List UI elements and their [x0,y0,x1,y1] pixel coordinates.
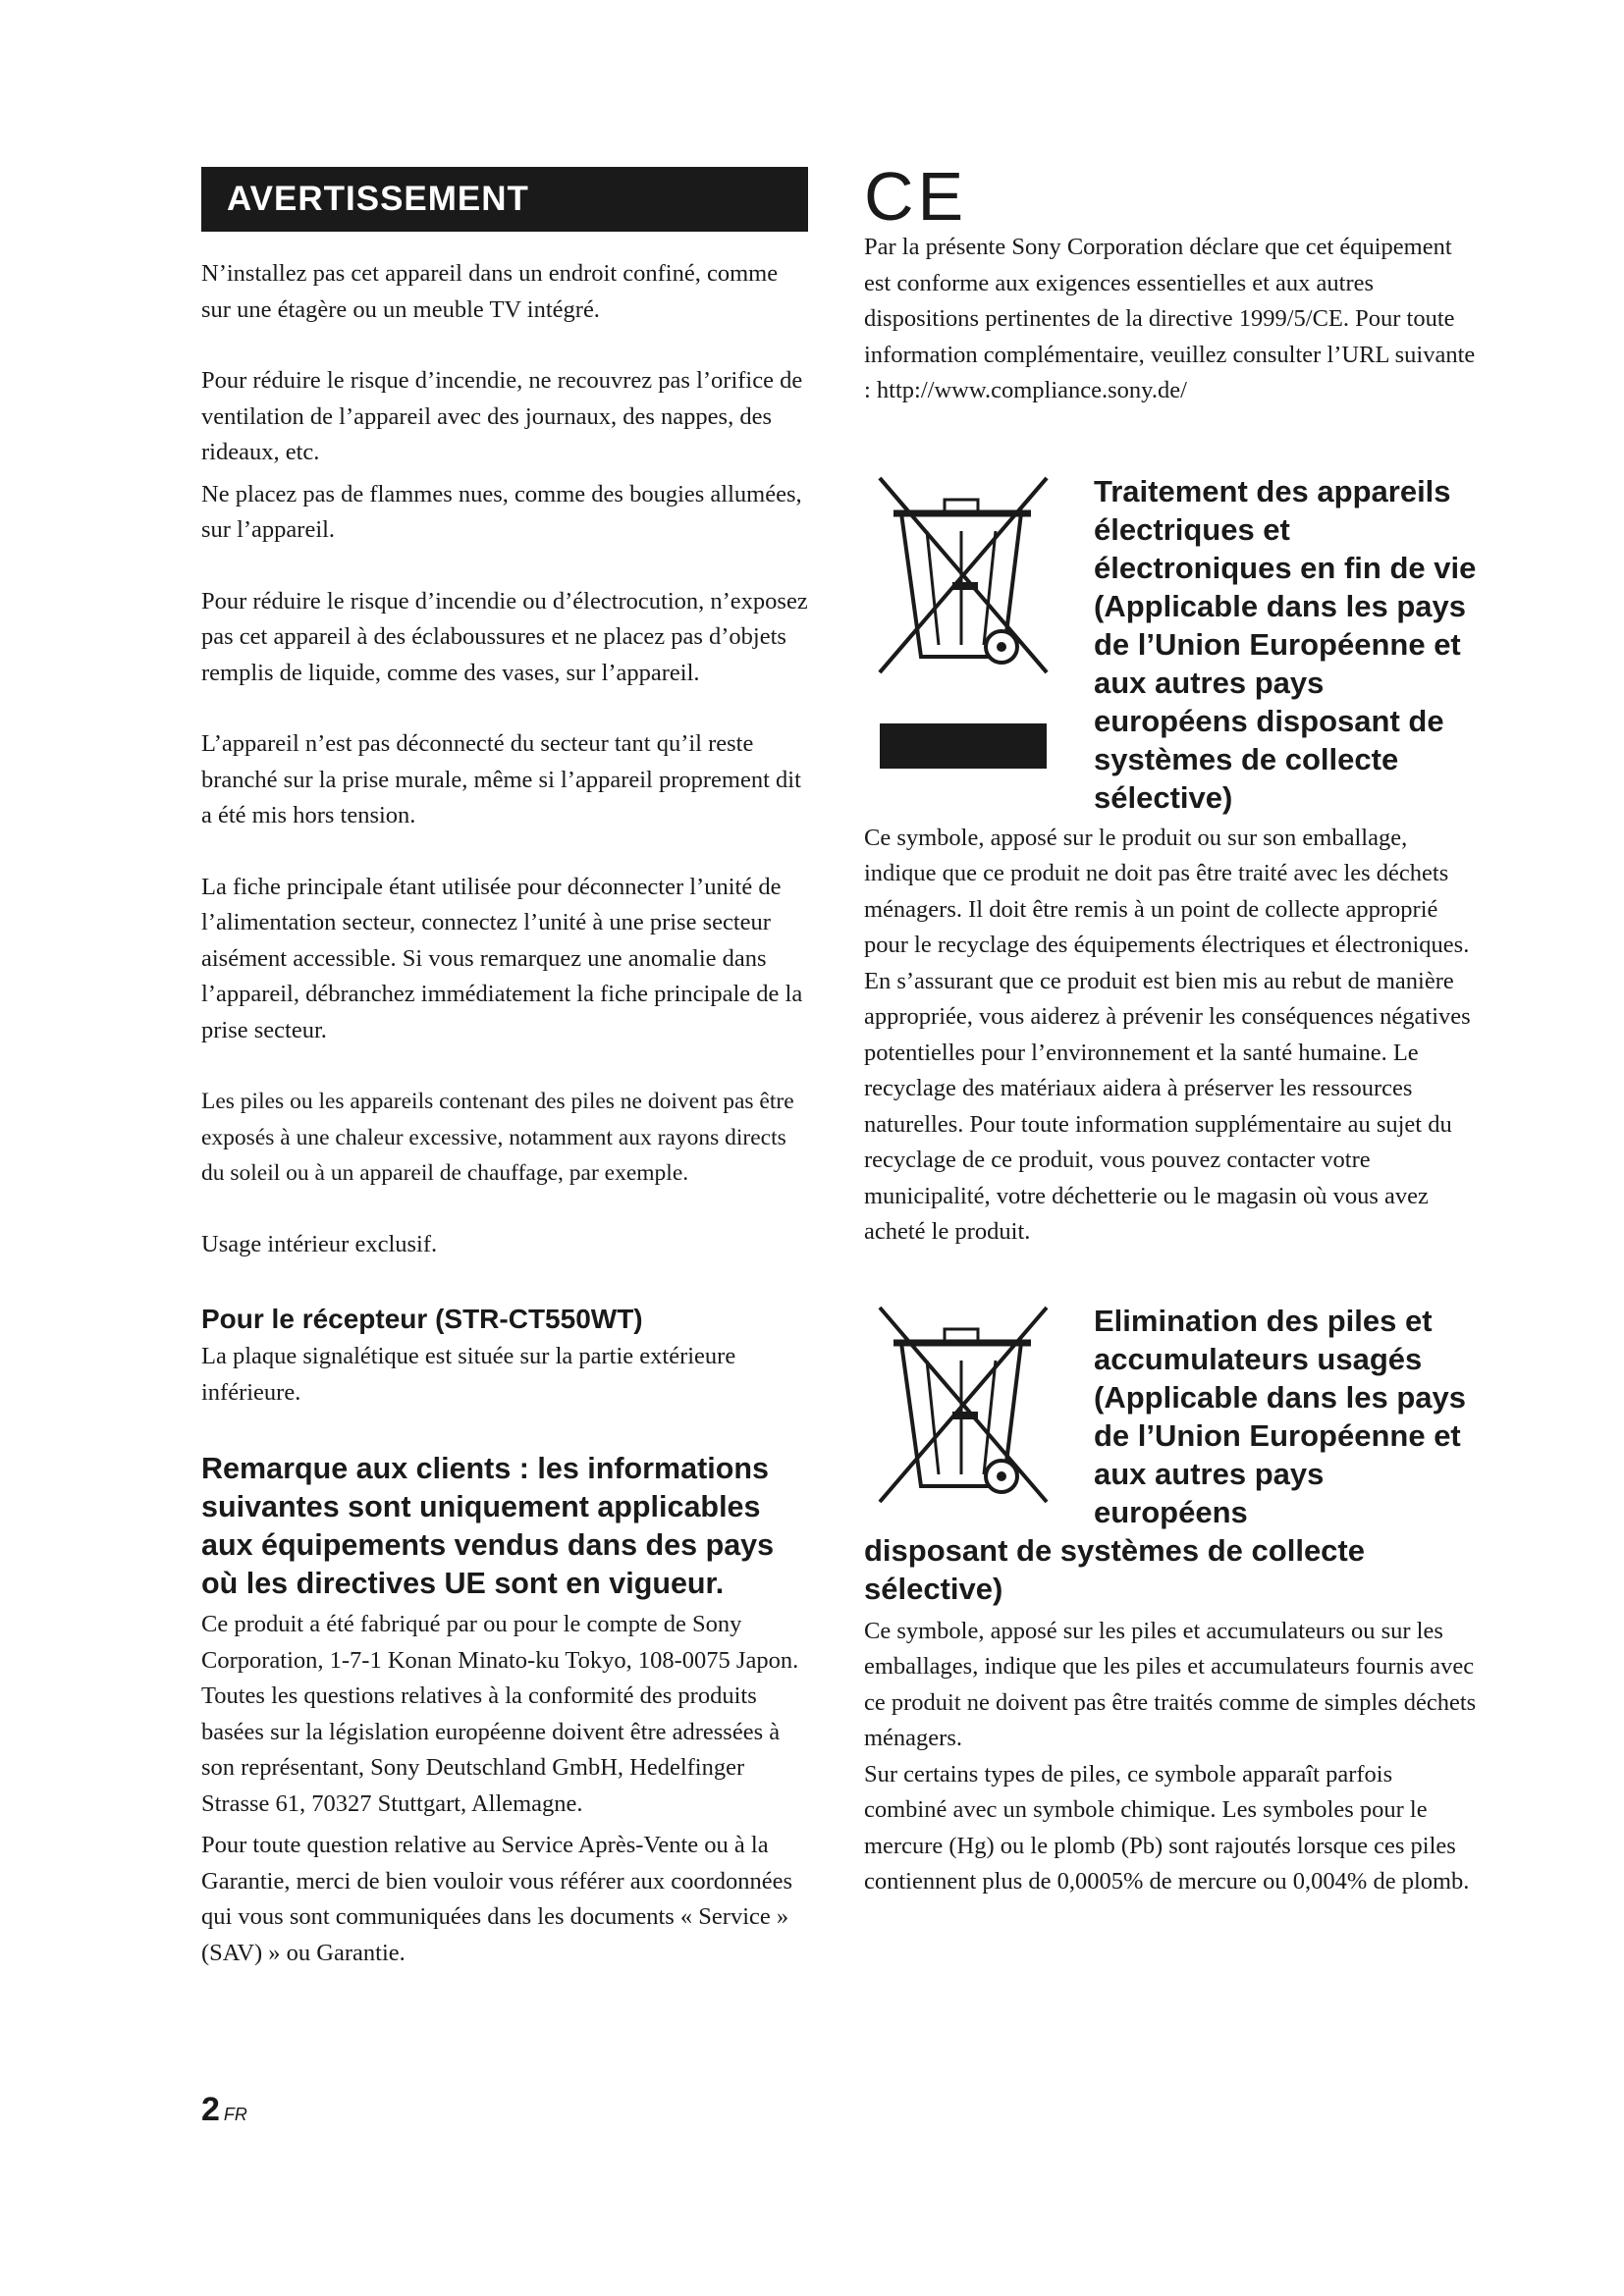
warning-banner: AVERTISSEMENT [201,167,808,232]
crossed-bin-icon [864,1302,1100,1531]
weee-section [864,472,1477,817]
ce-mark-icon: CE [864,158,968,235]
paragraph-nameplate: La plaque signalétique est située sur la partie extérieure inférieure. [201,1343,736,1406]
paragraph-ce-declaration: Par la présente Sony Corporation déclare que cet équipement est conforme aux exigences essentielles et aux autres dispositions pertinentes de la directive 1999/5/CE. Pour toute information complémentaire, veuillez consulter l’URL suivante : http://www.compliance.sony.de/ [864,234,1476,403]
paragraph-flames: Ne placez pas de flammes nues, comme des bougies allumées, sur l’appareil. [201,480,802,543]
battery-section [864,1302,1477,1531]
battery-heading-continued: disposant de systèmes de collecte sélective) [864,1532,1365,1606]
weee-heading: Traitement des appareils électriques et électroniques en fin de vie (Applicable dans les pays de l’Union Européenne et aux autres pays européens disposant de systèmes de collecte sélective) [1094,473,1477,815]
right-column [864,158,1477,1900]
page-number [201,2091,247,2129]
paragraph-service: Pour toute question relative au Service Après-Vente ou à la Garantie, merci de bien vouloir vous référer aux coordonnées qui vous sont communiquées dans les documents « Service » (SAV) » ou Garantie. [201,1832,793,1966]
receiver-heading: Pour le récepteur (STR-CT550WT) [201,1304,643,1334]
page-number-value: 2 [201,2091,220,2128]
paragraph-battery-chemical: Sur certains types de piles, ce symbole apparaît parfois combiné avec un symbole chimique. Les symboles pour le mercure (Hg) ou le plomb (Pb) sont rajoutés lorsque ces piles contiennent plus de 0,0005% de mercure ou 0,004% de plomb. [864,1760,1470,1895]
crossed-bin-svg [864,472,1060,688]
language-code: FR [223,2105,247,2124]
paragraph-ventilation: Pour réduire le risque d’incendie, ne recouvrez pas l’orifice de ventilation de l’appareil avec des journaux, des nappes, des rideaux, etc. [201,367,803,465]
paragraph-indoor-use: Usage intérieur exclusif. [201,1230,438,1257]
battery-heading: Elimination des piles et accumulateurs usagés (Applicable dans les pays de l’Union Européenne et aux autres pays européens [1094,1303,1467,1529]
paragraph-battery-symbol: Ce symbole, apposé sur les piles et accumulateurs ou sur les emballages, indique que les piles et accumulateurs fournis avec ce produit ne doivent pas être traités comme de simples déchets ménagers. [864,1617,1477,1751]
paragraph-mains: L’appareil n’est pas déconnecté du secteur tant qu’il reste branché sur la prise murale, même si l’appareil proprement dit a été mis hors tension. [201,730,801,828]
separate-collection-bar [880,723,1047,769]
paragraph-batteries-heat: Les piles ou les appareils contenant des piles ne doivent pas être exposés à une chaleur excessive, notamment aux rayons directs du soleil ou à un appareil de chauffage, par exemple. [201,1089,794,1186]
paragraph-weee: Ce symbole, apposé sur le produit ou sur son emballage, indique que ce produit ne doit pas être traité avec les déchets ménagers. Il doit être remis à un point de collecte approprié pour le recyclage des équipements électriques et électroniques. En s’assurant que ce produit est bien mis au rebut de manière appropriée, vous aiderez à prévenir les conséquences négatives potentielles pour l’environnement et la santé humaine. Le recyclage des matériaux aidera à préserver les ressources naturelles. Pour toute information supplémentaire au sujet du recyclage de ce produit, vous pouvez contacter votre municipalité, votre déchetterie ou le magasin où vous avez acheté le produit. [864,824,1471,1245]
eu-remark-heading: Remarque aux clients : les informations suivantes sont uniquement applicables aux équipements vendus dans des pays où les directives UE sont en vigueur. [201,1452,775,1600]
paragraph-manufacturer: Ce produit a été fabriqué par ou pour le compte de Sony Corporation, 1-7-1 Konan Minato-ku Tokyo, 108-0075 Japon. Toutes les questions relatives à la conformité des produits basées sur la législation européenne doivent être adressées à son représentant, Sony Deutschland GmbH, Hedelfinger Strasse 61, 70327 Stuttgart, Allemagne. [201,1611,799,1817]
paragraph-placement: N’installez pas cet appareil dans un endroit confiné, comme sur une étagère ou un meuble TV intégré. [201,260,779,323]
left-column [201,167,808,1971]
crossed-bin-icon [864,472,1100,817]
paragraph-main-plug: La fiche principale étant utilisée pour déconnecter l’unité de l’alimentation secteur, connectez l’unité à une prise secteur aisément accessible. Si vous remarquez une anomalie dans l’appareil, débranchez immédiatement la fiche principale de la prise secteur. [201,873,803,1043]
crossed-bin-svg [864,1302,1060,1518]
paragraph-electrocution: Pour réduire le risque d’incendie ou d’électrocution, n’exposez pas cet appareil à des éclaboussures et ne placez pas d’objets remplis de liquide, comme des vases, sur l’appareil. [201,587,808,686]
